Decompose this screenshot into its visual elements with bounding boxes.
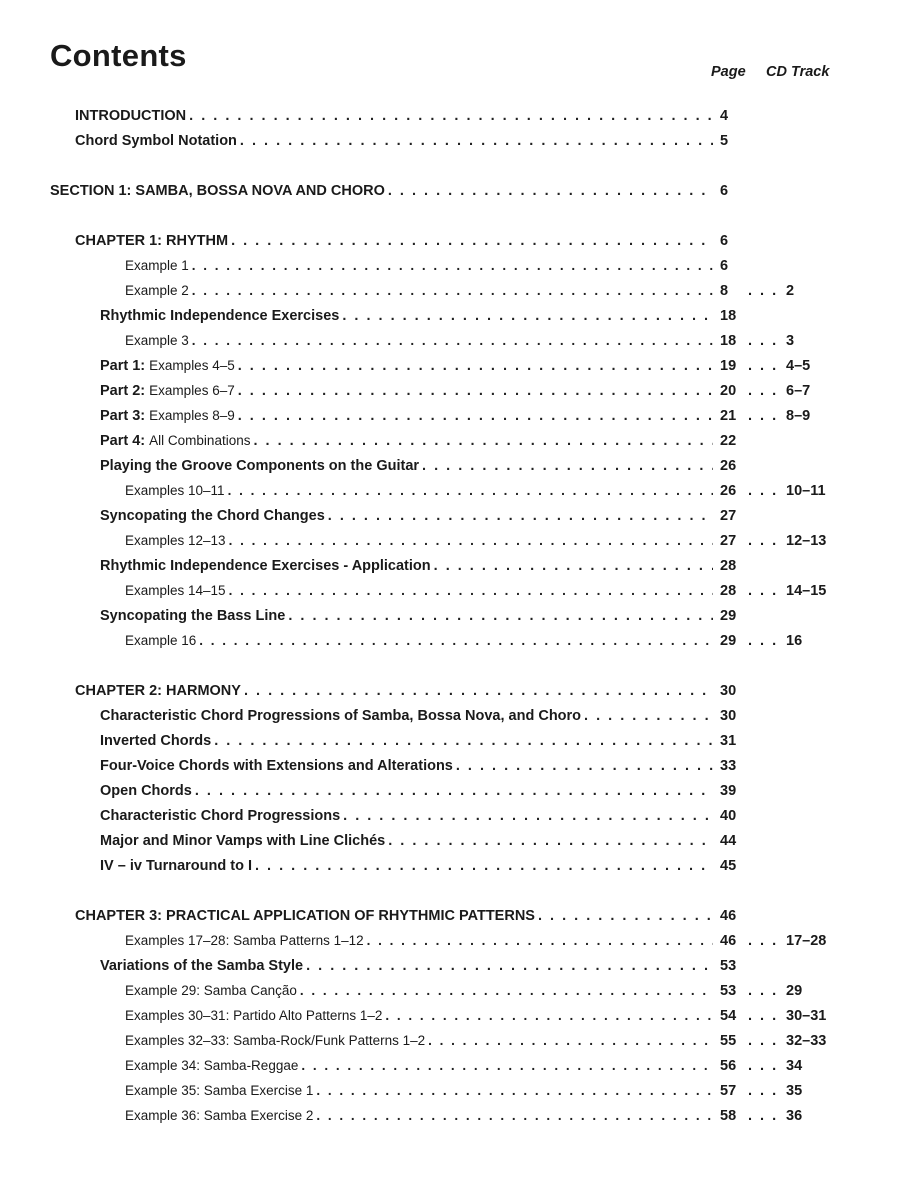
toc-cd-track: 36 [786, 1108, 803, 1124]
toc-page-number: 8 [720, 283, 729, 299]
toc-entry [125, 530, 716, 552]
toc-entry [100, 455, 716, 477]
dot-leader [388, 180, 713, 202]
toc-entry [125, 1080, 716, 1102]
dot-leader [255, 855, 713, 877]
dot-leader [584, 705, 713, 727]
track-dot-leader: . . . [748, 1058, 779, 1074]
toc-page-number: 40 [720, 808, 737, 824]
toc-entry [75, 105, 716, 127]
track-dot-leader: . . . [748, 283, 779, 299]
toc-entry-bold-label: CHAPTER 3: PRACTICAL APPLICATION OF RHYTHMIC PATTERNS [75, 908, 535, 924]
toc-entry [100, 605, 716, 627]
toc-page-number: 44 [720, 833, 737, 849]
toc-entry-label [125, 1105, 313, 1127]
toc-entry-label [100, 380, 235, 402]
toc-entry-label [100, 430, 250, 452]
dot-leader [301, 1055, 713, 1077]
toc-entry [125, 280, 716, 302]
toc-page-number: 18 [720, 308, 737, 324]
toc-cd-track: 29 [786, 983, 803, 999]
dot-leader [434, 555, 713, 577]
toc-cd-track: 35 [786, 1083, 803, 1099]
toc-entry-label [100, 555, 431, 577]
toc-page-number: 30 [720, 683, 737, 699]
toc-entry-label [125, 1030, 425, 1052]
dot-leader [456, 755, 713, 777]
toc-page-number: 27 [720, 508, 737, 524]
toc-page-number: 46 [720, 933, 737, 949]
toc-cd-track: 14–15 [786, 583, 827, 599]
toc-entry-label [125, 1080, 313, 1102]
toc-entry [125, 1030, 716, 1052]
toc-entry-text: Examples 17–28: Samba Patterns 1–12 [125, 933, 364, 948]
dot-leader [306, 955, 713, 977]
toc-entry-bold-label: Syncopating the Chord Changes [100, 508, 325, 524]
cd-track-column-header: CD Track [766, 64, 830, 80]
toc-page-number: 27 [720, 533, 737, 549]
toc-entry-text: Examples 30–31: Partido Alto Patterns 1–2 [125, 1008, 383, 1023]
toc-cd-track: 16 [786, 633, 803, 649]
dot-leader [343, 805, 713, 827]
dot-leader [240, 130, 713, 152]
dot-leader [244, 680, 713, 702]
toc-entry-label [100, 855, 252, 877]
toc-entry [100, 305, 716, 327]
toc-entry-bold-label: Part 3: [100, 408, 146, 424]
toc-page-number: 58 [720, 1108, 737, 1124]
track-dot-leader: . . . [748, 583, 779, 599]
toc-entry-text: Examples 4–5 [149, 358, 235, 373]
toc-entry-label [125, 930, 364, 952]
toc-cd-track: 32–33 [786, 1033, 827, 1049]
track-dot-leader: . . . [748, 1083, 779, 1099]
toc-cd-track: 10–11 [786, 483, 826, 499]
toc-entry-bold-label: Rhythmic Independence Exercises - Application [100, 558, 431, 574]
toc-entry [125, 980, 716, 1002]
toc-page-number: 39 [720, 783, 737, 799]
toc-entry [100, 805, 716, 827]
toc-cd-track: 8–9 [786, 408, 811, 424]
toc-entry-label [100, 505, 325, 527]
toc-entry-text: Examples 32–33: Samba-Rock/Funk Patterns 1–2 [125, 1033, 426, 1048]
dot-leader [342, 305, 713, 327]
toc-entry-text: Examples 6–7 [149, 383, 235, 398]
toc-entry-bold-label: Part 1: [100, 358, 146, 374]
dot-leader [238, 380, 713, 402]
toc-page-number: 22 [720, 433, 737, 449]
toc-entry [100, 955, 716, 977]
toc-entry [125, 580, 716, 602]
toc-entry [125, 1055, 716, 1077]
toc-entry-label [75, 680, 241, 702]
toc-entry [100, 405, 716, 427]
toc-cd-track: 17–28 [786, 933, 827, 949]
toc-entry-bold-label: Rhythmic Independence Exercises [100, 308, 340, 324]
track-dot-leader: . . . [748, 933, 779, 949]
toc-entry-label [100, 705, 581, 727]
toc-entry-bold-label: IV – iv Turnaround to I [100, 858, 252, 874]
toc-entry-label [125, 1005, 382, 1027]
toc-entry [75, 905, 716, 927]
toc-entry-bold-label: INTRODUCTION [75, 108, 187, 124]
dot-leader [238, 405, 713, 427]
toc-entry-label [50, 180, 385, 202]
toc-page-number: 29 [720, 608, 737, 624]
toc-page-number: 29 [720, 633, 737, 649]
toc-entry-label [100, 780, 192, 802]
toc-entry-label [125, 280, 189, 302]
toc-entry [100, 855, 716, 877]
toc-entry-label [100, 455, 419, 477]
toc-entry-bold-label: Part 4: [100, 433, 146, 449]
dot-leader [538, 905, 713, 927]
toc-entry-label [125, 580, 226, 602]
toc-entry-bold-label: Open Chords [100, 783, 192, 799]
toc-entry-text: Example 3 [125, 333, 189, 348]
dot-leader [214, 730, 713, 752]
dot-leader [195, 780, 713, 802]
toc-entry [100, 355, 716, 377]
dot-leader [316, 1105, 713, 1127]
toc-page-number: 33 [720, 758, 737, 774]
toc-entry-label [125, 255, 189, 277]
dot-leader [189, 105, 713, 127]
toc-entry-label [100, 605, 285, 627]
toc-page-number: 28 [720, 558, 737, 574]
toc-cd-track: 6–7 [786, 383, 811, 399]
toc-entry-label [75, 105, 186, 127]
dot-leader [288, 605, 713, 627]
track-dot-leader: . . . [748, 358, 779, 374]
toc-entry [100, 780, 716, 802]
dot-leader [253, 430, 713, 452]
toc-entry-text: Example 35: Samba Exercise 1 [125, 1083, 314, 1098]
track-dot-leader: . . . [748, 1108, 779, 1124]
toc-entry-text: Example 1 [125, 258, 189, 273]
toc-page-number: 57 [720, 1083, 737, 1099]
toc-page-number: 18 [720, 333, 737, 349]
toc-entry [125, 1105, 716, 1127]
toc-entry-label [125, 980, 297, 1002]
toc-entry-text: Example 2 [125, 283, 189, 298]
dot-leader [192, 280, 713, 302]
toc-page-number: 26 [720, 458, 737, 474]
track-dot-leader: . . . [748, 633, 779, 649]
toc-entry [125, 630, 716, 652]
dot-leader [238, 355, 713, 377]
toc-entry-text: Examples 14–15 [125, 583, 226, 598]
toc-entry [100, 755, 716, 777]
toc-entry-bold-label: Variations of the Samba Style [100, 958, 304, 974]
toc-entry-label [100, 305, 339, 327]
toc-entry [100, 505, 716, 527]
toc-page-number: 20 [720, 383, 737, 399]
dot-leader [229, 530, 713, 552]
toc-page-number: 21 [720, 408, 737, 424]
toc-entry-label [75, 905, 535, 927]
toc-entry-text: Example 29: Samba Canção [125, 983, 297, 998]
dot-leader [192, 330, 713, 352]
toc-entry [75, 680, 716, 702]
toc-entry [125, 480, 716, 502]
toc-entry-bold-label: CHAPTER 1: RHYTHM [75, 233, 229, 249]
track-dot-leader: . . . [748, 383, 779, 399]
toc-entry-label [100, 830, 385, 852]
toc-entry-label [100, 805, 340, 827]
toc-entry-text: Example 16 [125, 633, 197, 648]
toc-page-number: 5 [720, 133, 729, 149]
toc-entry [50, 180, 716, 202]
toc-entry-text: Example 34: Samba-Reggae [125, 1058, 299, 1073]
toc-entry-bold-label: Four-Voice Chords with Extensions and Alterations [100, 758, 453, 774]
toc-entry [100, 705, 716, 727]
dot-leader [385, 1005, 713, 1027]
toc-page-number: 6 [720, 233, 729, 249]
toc-entry-label [100, 405, 235, 427]
toc-page-number: 4 [720, 108, 729, 124]
track-dot-leader: . . . [748, 533, 779, 549]
dot-leader [328, 505, 713, 527]
toc-entry-bold-label: CHAPTER 2: HARMONY [75, 683, 241, 699]
toc-entry-text: Examples 12–13 [125, 533, 226, 548]
toc-entry-label [125, 1055, 298, 1077]
toc-entry [125, 255, 716, 277]
toc-entry-text: Examples 10–11 [125, 483, 225, 498]
dot-leader [422, 455, 713, 477]
toc-entry-label [75, 130, 237, 152]
toc-cd-track: 2 [786, 283, 795, 299]
dot-leader [367, 930, 713, 952]
dot-leader [228, 480, 713, 502]
dot-leader [199, 630, 713, 652]
toc-page-number: 26 [720, 483, 737, 499]
toc-entry [100, 730, 716, 752]
toc-entry-text: All Combinations [149, 433, 251, 448]
toc-entry-bold-label: Characteristic Chord Progressions of Samba, Bossa Nova, and Choro [100, 708, 582, 724]
toc-entry-bold-label: Characteristic Chord Progressions [100, 808, 341, 824]
toc-entry-label [125, 530, 226, 552]
toc-page-number: 30 [720, 708, 737, 724]
toc-entry-label [100, 755, 453, 777]
toc-entry-bold-label: Playing the Groove Components on the Guitar [100, 458, 420, 474]
toc-page-number: 53 [720, 983, 737, 999]
dot-leader [316, 1080, 713, 1102]
toc-entry [100, 830, 716, 852]
toc-page-number: 46 [720, 908, 737, 924]
page-title: Contents [50, 38, 187, 73]
toc-page-number: 54 [720, 1008, 737, 1024]
toc-cd-track: 4–5 [786, 358, 811, 374]
toc-cd-track: 30–31 [786, 1008, 827, 1024]
toc-entry-bold-label: Inverted Chords [100, 733, 212, 749]
toc-page-number: 6 [720, 183, 729, 199]
toc-page-number: 6 [720, 258, 729, 274]
track-dot-leader: . . . [748, 1008, 779, 1024]
toc-page-number: 31 [720, 733, 737, 749]
toc-entry-bold-label: Syncopating the Bass Line [100, 608, 286, 624]
dot-leader [428, 1030, 713, 1052]
toc-entry [125, 930, 716, 952]
toc-page-number: 19 [720, 358, 737, 374]
dot-leader [388, 830, 713, 852]
dot-leader [300, 980, 713, 1002]
toc-entry [100, 380, 716, 402]
track-dot-leader: . . . [748, 333, 779, 349]
toc-page-number: 28 [720, 583, 737, 599]
track-dot-leader: . . . [748, 408, 779, 424]
toc-entry-label [125, 630, 196, 652]
dot-leader [229, 580, 713, 602]
toc-entry [75, 230, 716, 252]
toc-page-number: 56 [720, 1058, 737, 1074]
toc-entry-label [125, 480, 225, 502]
toc-page-number: 53 [720, 958, 737, 974]
toc-entry-label [75, 230, 228, 252]
dot-leader [231, 230, 713, 252]
toc-entry-label [100, 730, 211, 752]
toc-entry [125, 1005, 716, 1027]
toc-entry [100, 430, 716, 452]
toc-entry-bold-label: SECTION 1: SAMBA, BOSSA NOVA AND CHORO [50, 183, 385, 199]
toc-page-number: 55 [720, 1033, 737, 1049]
toc-entry-bold-label: Major and Minor Vamps with Line Clichés [100, 833, 386, 849]
track-dot-leader: . . . [748, 983, 779, 999]
toc-page-number: 45 [720, 858, 737, 874]
dot-leader [192, 255, 713, 277]
toc-cd-track: 12–13 [786, 533, 827, 549]
toc-entry-bold-label: Chord Symbol Notation [75, 133, 237, 149]
track-dot-leader: . . . [748, 1033, 779, 1049]
toc-entry [100, 555, 716, 577]
track-dot-leader: . . . [748, 483, 779, 499]
toc-entry-bold-label: Part 2: [100, 383, 146, 399]
toc-entry-label [125, 330, 189, 352]
toc-entry [125, 330, 716, 352]
toc-entry [75, 130, 716, 152]
toc-entry-text: Example 36: Samba Exercise 2 [125, 1108, 314, 1123]
toc-entry-label [100, 955, 303, 977]
page-column-header: Page [711, 64, 746, 80]
toc-cd-track: 34 [786, 1058, 803, 1074]
toc-cd-track: 3 [786, 333, 795, 349]
toc-entry-text: Examples 8–9 [149, 408, 235, 423]
toc-entry-label [100, 355, 235, 377]
